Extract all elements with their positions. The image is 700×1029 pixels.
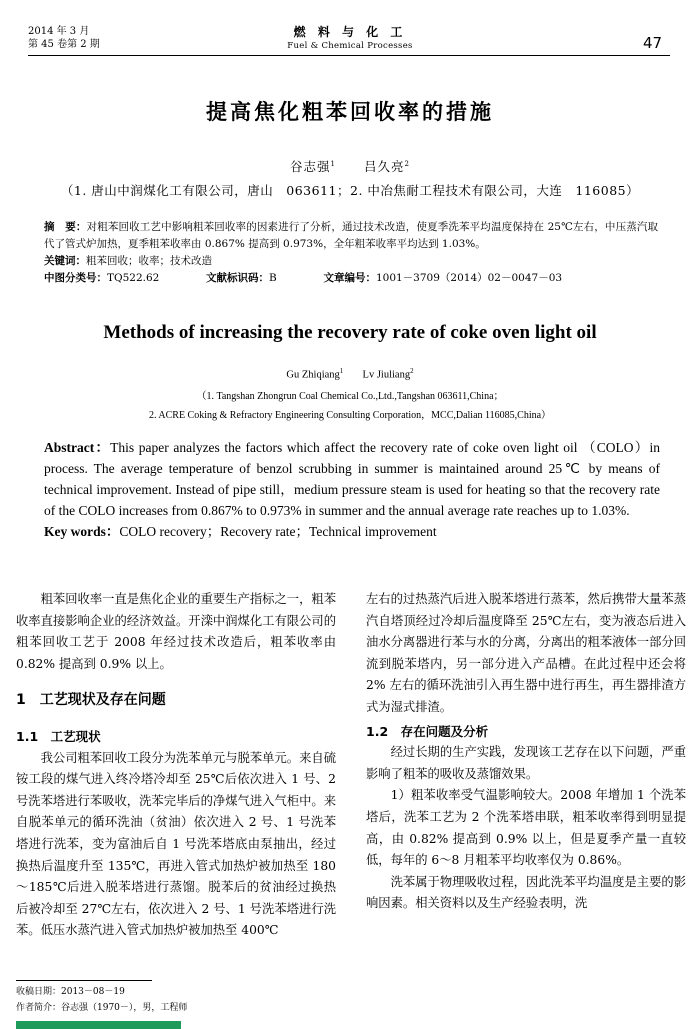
section-1-1-paragraph-continued: 左右的过热蒸汽后进入脱苯塔进行蒸苯，然后携带大量苯蒸汽自塔顶经过冷却后温度降至 25℃左右，变为液态后进入油水分离器进行苯与水的分离，分离出的粗苯液体一部分回流到脱苯塔内，另一部分进入产品槽。在此过程中还会将 2% 左右的循环洗油引入再生器中进行再生，再生器排渣方式为湿式排渣。 [366,592,686,714]
article-no-label: 文章编号： [323,272,376,284]
keywords-cn [44,253,658,270]
abstract-en-text: This paper analyzes the factors which affect the recovery rate of coke oven light oil （COLO）in process. The average temperature of benzol scrubbing in summer is maintained around 25℃ by means of technical improvement. Instead of pipe still，medium pressure steam is used for heating so that the recovery rate of the COLO increases from 0.867% to 0.973% in summer and the annual average rate reaches up to 1.03%. [44,440,660,518]
author-en-1: Gu Zhiqiang [286,369,340,381]
intro-paragraph: 粗苯回收率一直是焦化企业的重要生产指标之一，粗苯收率直接影响企业的经济效益。开滦中润煤化工有限公司的粗苯回收工艺于 2008 年经过技术改造后，粗苯收率由 0.82% 提高到 0.9% 以上。 [16,592,336,671]
doc-code-value: B [269,272,277,284]
section-1-2-paragraph-2: 洗苯属于物理吸收过程，因此洗苯平均温度是主要的影响因素。相关资料以及生产经验表明，洗 [366,874,686,911]
article-no-value: 1001－3709（2014）02－0047－03 [375,272,563,284]
keywords-cn-label: 关键词： [44,255,86,267]
section-1-1-heading: 1.1 工艺现状 [16,728,101,744]
section-1-heading: 1 工艺现状及存在问题 [16,692,166,709]
abstract-cn-label: 摘 要： [44,221,87,233]
journal-name-cn: 燃 料 与 化 工 [293,25,407,39]
abstract-en [44,437,660,542]
keywords-en-text: COLO recovery；Recovery rate；Technical improvement [119,524,437,539]
author-cn-1-sup: 1 [330,159,337,168]
volume-issue: 第 45 卷第 2 期 [28,39,100,50]
abstract-en-body [44,437,660,521]
article-title-cn: 提高焦化粗苯回收率的措施 [206,100,494,124]
journal-name-en: Fuel & Chemical Processes [287,41,413,51]
body-column-right [366,589,686,915]
section-1-2-paragraph: 经过长期的生产实践，发现该工艺存在以下问题，严重影响了粗苯的吸收及蒸馏效果。 [366,745,686,781]
author-en-2-sup: 2 [410,367,414,375]
author-bio: 作者简介：谷志强（1970－），男，工程师 [16,1003,188,1013]
keywords-en [44,521,660,542]
abstract-cn [44,219,658,287]
author-cn-2: 吕久亮 [363,159,405,174]
section-1-1-paragraph: 我公司粗苯回收工段分为洗苯单元与脱苯单元。来自硫铵工段的煤气进入终冷塔冷却至 25℃后依次进入 1 号、2 号洗苯塔进行苯吸收，洗苯完毕后的净煤气进入气柜中。来自脱苯单元的循环洗油（贫油）依次进入 2 号、1 号洗苯塔进行洗苯，变为富油后自 1 号洗苯塔底由泵抽出，经过换热后温度升至 135℃，再进入管式加热炉被加热至 180～185℃后进入脱苯塔进行蒸馏。脱苯后的贫油经过换热后被冷却至 27℃左右，依次进入 2 号、1 号洗苯塔进行洗苯。低压水蒸汽进入管式加热炉被加热至 400℃ [16,750,336,938]
received-date: 收稿日期：2013－08－19 [16,987,125,997]
article-title-en: Methods of increasing the recovery rate of coke oven light oil [103,322,597,343]
authors-en [0,367,700,381]
clc-value: TQ522.62 [107,272,160,284]
abstract-en-label: Abstract： [44,440,111,455]
body-column-left [16,589,336,942]
affiliation-en-1: （1. Tangshan Zhongrun Coal Chemical Co.,Ltd.,Tangshan 063611,China； [196,391,504,402]
author-en-1-sup: 1 [339,367,344,375]
authors-cn [0,157,700,175]
abstract-cn-text: 对粗苯回收工艺中影响粗苯回收率的因素进行了分析，通过技术改造，使夏季洗苯平均温度保持在 25℃左右，中压蒸汽取代了管式炉加热，夏季粗苯收率由 0.867% 提高到 0.973%，全年粗苯收率平均达到 1.03%。 [44,221,659,250]
author-en-2: Lv Jiuliang [362,369,411,381]
keywords-en-label: Key words： [44,524,120,539]
footnote-rule [16,980,152,981]
footer-color-bar [16,1021,181,1029]
header-rule [28,55,670,56]
section-1-2-item-1: 1）粗苯收率受气温影响较大。2008 年增加 1 个洗苯塔后，洗苯工艺为 2 个洗苯塔串联，粗苯收率得到明显提高，由 0.82% 提高到 0.9% 以上，但是夏季产量一直较低，每年的 6～8 月粗苯平均收率仅为 0.86%。 [366,788,686,868]
page-number: 47 [643,34,663,52]
keywords-cn-text: 粗苯回收；收率；技术改造 [86,255,212,267]
affiliation-en-2: 2. ACRE Coking & Refractory Engineering Consulting Corporation，MCC,Dalian 116085,China） [148,410,552,421]
clc-label: 中图分类号： [44,272,107,284]
doc-code-label: 文献标识码： [206,272,270,284]
classification-line [44,270,658,287]
abstract-cn-body [44,219,658,253]
issue-date: 2014 年 3 月 [28,26,90,37]
section-1-2-heading: 1.2 存在问题及分析 [366,723,489,739]
author-cn-1: 谷志强 [290,159,331,174]
author-cn-2-sup: 2 [404,159,410,168]
affiliation-cn: （1. 唐山中润煤化工有限公司，唐山 063611；2. 中冶焦耐工程技术有限公司，大连 116085） [60,183,640,198]
